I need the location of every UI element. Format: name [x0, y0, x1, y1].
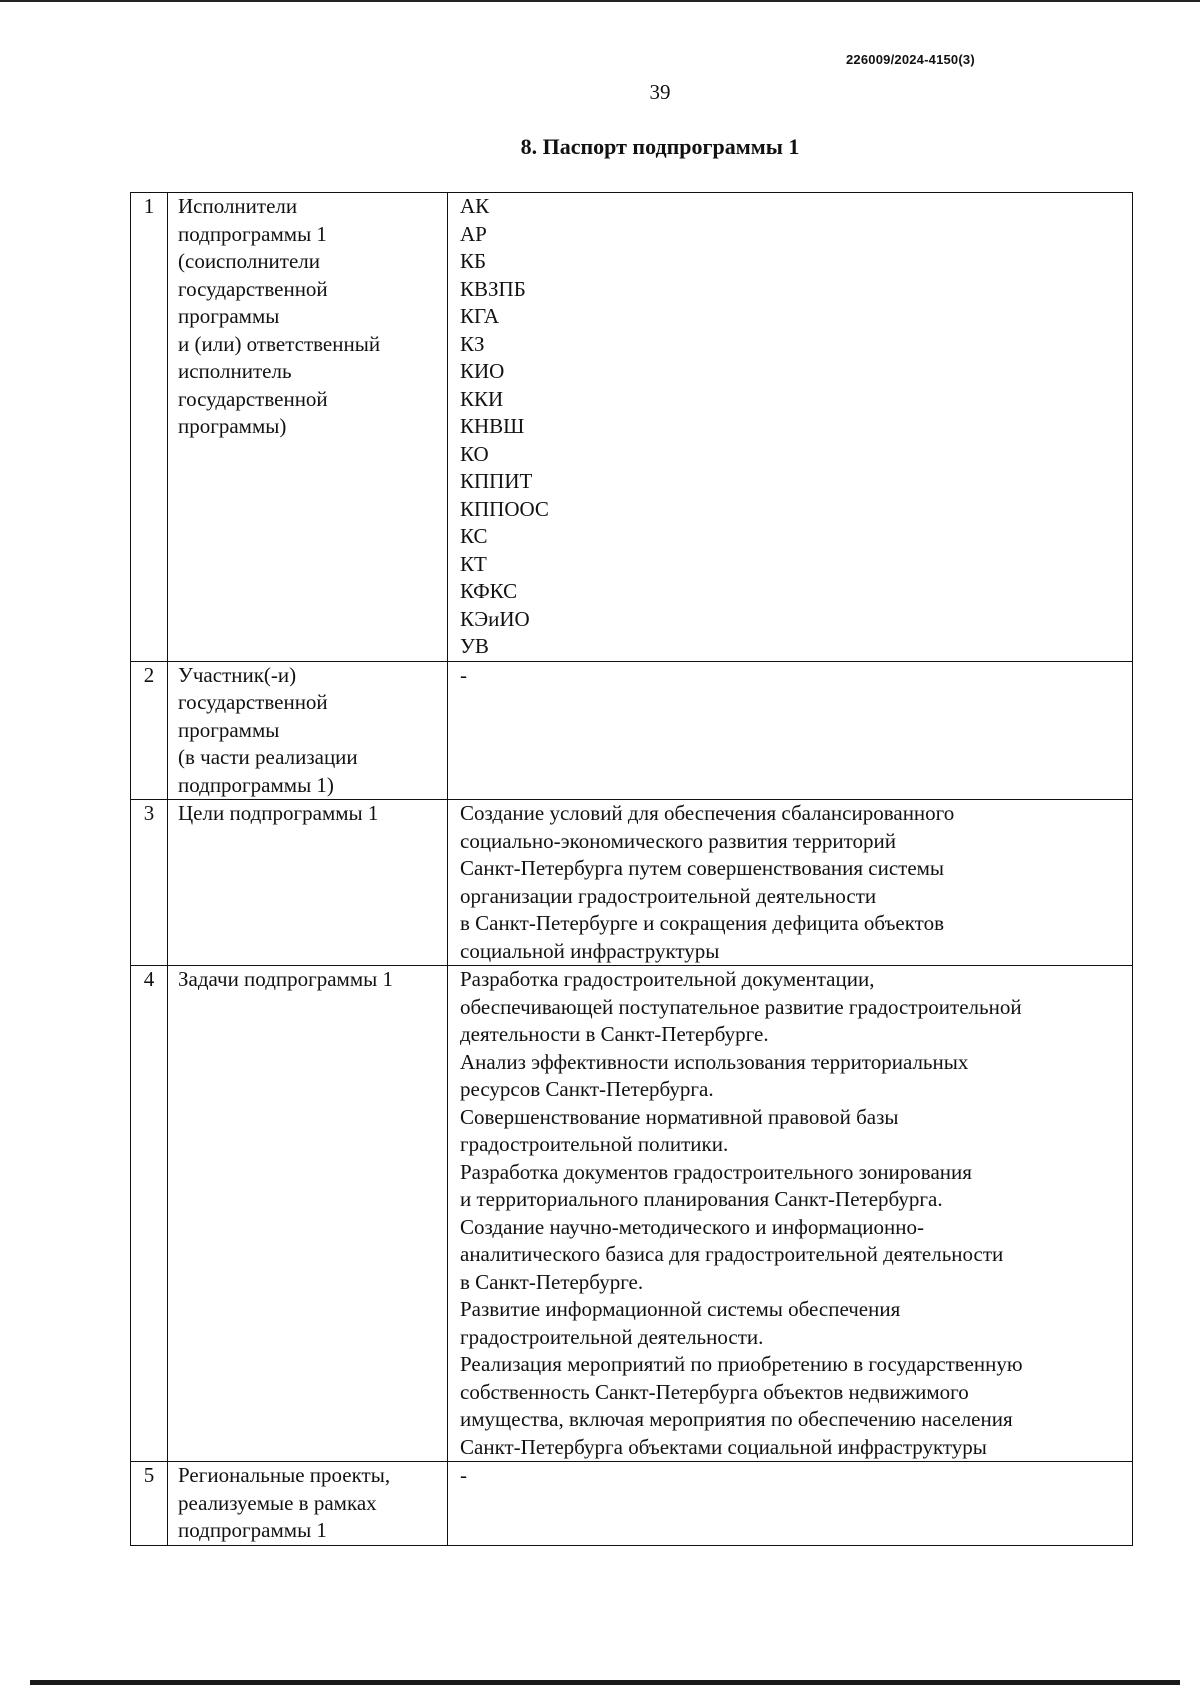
- row-value: Разработка градостроительной документации, обеспечивающей поступательное развитие градостроительной деятельности в Санкт-Петербурге. Анализ эффективности использования территориальных ресурсов Санкт-Петербурга. Совершенствование нормативной правовой базы градостроительной политики. Разработка документов градостроительного зонирования и территориального планирования Санкт-Петербурга. Создание научно-методического и информационно- аналитического базиса для градостроительной деятельности в Санкт-Петербурге. Развитие информационной системы обеспечения градостроительной деятельности. Реализация мероприятий по приобретению в государственную собственность Санкт-Петербурга объектов недвижимого имущества, включая мероприятия по обеспечению населения Санкт-Петербурга объектами социальной инфраструктуры: [448, 966, 1133, 1462]
- row-value: Создание условий для обеспечения сбалансированного социально-экономического развития территорий Санкт-Петербурга путем совершенствования системы организации градостроительной деятельности в Санкт-Петербурге и сокращения дефицита объектов социальной инфраструктуры: [448, 800, 1133, 966]
- document-id: 226009/2024-4150(3): [846, 52, 975, 67]
- table-row: [131, 966, 1133, 1462]
- row-value: АК АР КБ КВЗПБ КГА КЗ КИО ККИ КНВШ КО КППИТ КППООС КС КТ КФКС КЭиИО УВ: [448, 193, 1133, 662]
- table-row: [131, 800, 1133, 966]
- table-row: [131, 193, 1133, 662]
- passport-table: [130, 192, 1133, 1546]
- row-label: Цели подпрограммы 1: [168, 800, 448, 966]
- page-title: 8. Паспорт подпрограммы 1: [520, 134, 800, 159]
- row-number: 2: [131, 661, 168, 800]
- row-value: -: [448, 661, 1133, 800]
- page-number: 39: [649, 80, 671, 104]
- row-number: 3: [131, 800, 168, 966]
- row-label: Региональные проекты, реализуемые в рамках подпрограммы 1: [168, 1462, 448, 1546]
- row-number: 5: [131, 1462, 168, 1546]
- table-row: [131, 661, 1133, 800]
- row-label: Задачи подпрограммы 1: [168, 966, 448, 1462]
- row-number: 4: [131, 966, 168, 1462]
- row-number: 1: [131, 193, 168, 662]
- bottom-border-line: [30, 1680, 1180, 1685]
- row-value: -: [448, 1462, 1133, 1546]
- top-border-line: [0, 0, 1200, 2]
- row-label: Участник(-и) государственной программы (в части реализации подпрограммы 1): [168, 661, 448, 800]
- row-label: Исполнители подпрограммы 1 (соисполнители государственной программы и (или) ответственный исполнитель государственной программы): [168, 193, 448, 662]
- table-row: [131, 1462, 1133, 1546]
